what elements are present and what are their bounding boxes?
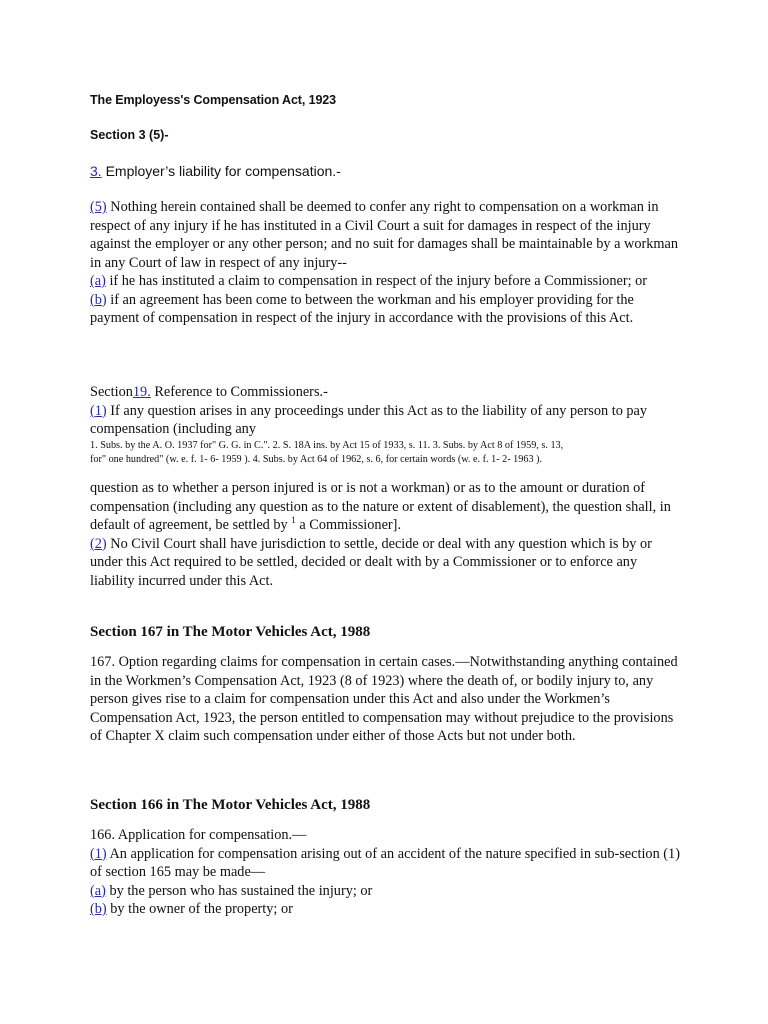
footnote-line-1: 1. Subs. by the A. O. 1937 for" G. G. in C.". 2. S. 18A ins. by Act 15 of 1933, s. 11. 3. Subs. by Act 8 of 1959, s. 13, — [90, 440, 564, 451]
section-166-a-link[interactable]: (a) — [90, 882, 106, 899]
section-166-block — [90, 826, 680, 919]
clause-5-b — [90, 291, 680, 328]
section-19-clause-2-link[interactable]: (2) — [90, 535, 107, 552]
section-19-clause-1-text: If any question arises in any proceedings under this Act as to the liability of any person to pay compensation (including any — [90, 402, 648, 437]
section-19-heading — [90, 383, 680, 402]
clause-5-b-link[interactable]: (b) — [90, 291, 107, 308]
clause-5-a — [90, 272, 680, 291]
section-3-heading — [90, 163, 341, 179]
section-heading: Section 3 (5)- — [90, 128, 169, 142]
section-166-b-link[interactable]: (b) — [90, 901, 107, 917]
section-19-continued — [90, 479, 680, 590]
section-167-heading: Section 167 in The Motor Vehicles Act, 1988 — [90, 624, 371, 640]
section-19-link[interactable]: 19. — [132, 384, 151, 400]
continuation-text: question as to whether a person injured is or is not a workman) or as to the amount or duration of compensation (including any question as to the nature or extent of disablement), the question shall, in default of agreement, be settled by — [90, 480, 671, 533]
footnote-line-2: for" one hundred" (w. e. f. 1- 6- 1959 ). 4. Subs. by Act 64 of 1962, s. 6, for certain words (w. e. f. 1- 2- 1963 ). — [90, 454, 543, 465]
section-166-clause-1-link[interactable]: (1) — [90, 845, 107, 862]
clause-5-a-text: if he has instituted a claim to compensation in respect of the injury before a Commissioner; or — [109, 273, 648, 289]
section-166-clause-b — [90, 900, 680, 919]
clause-5-text: Nothing herein contained shall be deemed to confer any right to compensation on a workman in respect of any injury if he has instituted in a Civil Court a suit for damages in respect of the injury against the employer or any other person; and no suit for damages shall be maintainable by a workman in any Court of law in respect of any injury-- — [90, 199, 678, 271]
clause-5-b-text: if an agreement has been come to between the workman and his employer providing for the payment of compensation in respect of the injury in accordance with the provisions of this Act. — [90, 291, 634, 326]
section-167-text: 167. Option regarding claims for compensation in certain cases.—Notwithstanding anything contained in the Workmen’s Compensation Act, 1923 (8 of 1923) where the death of, or bodily injury to, any person gives rise to a claim for compensation under this Act and also under the Workmen’s Compensation Act, 1923, the person entitled to compensation may without prejudice to the provisions of Chapter X claim such compensation under either of those Acts but not under both. — [90, 654, 678, 744]
section-3-link[interactable]: 3. — [90, 163, 102, 179]
clause-5-block — [90, 198, 680, 328]
continuation-end: a Commissioner]. — [299, 517, 402, 533]
section-166-a-text: by the person who has sustained the injury; or — [109, 882, 373, 899]
section-3-title: Employer’s liability for compensation.- — [105, 163, 341, 179]
section-166-clause-a — [90, 882, 680, 901]
section-19-block — [90, 383, 680, 439]
section-19-title: Reference to Commissioners.- — [154, 384, 328, 400]
section-166-b-text: by the owner of the property; or — [110, 901, 293, 917]
section-166-intro: 166. Application for compensation.— — [90, 827, 307, 843]
section-166-clause-1-text: An application for compensation arising out of an accident of the nature specified in sub-section (1) of section 165 may be made— — [90, 845, 680, 880]
section-19-clause-1-link[interactable]: (1) — [90, 402, 107, 419]
section-19-clause-2 — [90, 535, 680, 591]
section-19-prefix: Section — [90, 384, 133, 400]
footnote-ref: 1 — [291, 515, 296, 526]
clause-5 — [90, 198, 680, 272]
section-19-continuation — [90, 479, 680, 535]
section-166-clause-1 — [90, 845, 680, 882]
document-title: The Employess's Compensation Act, 1923 — [90, 93, 337, 107]
clause-5-a-link[interactable]: (a) — [90, 273, 106, 289]
section-19-clause-1 — [90, 402, 680, 439]
section-166-heading: Section 166 in The Motor Vehicles Act, 1988 — [90, 797, 371, 813]
clause-5-link[interactable]: (5) — [90, 199, 107, 215]
footnote — [90, 439, 690, 467]
section-19-clause-2-text: No Civil Court shall have jurisdiction to settle, decide or deal with any question which is by or under this Act required to be settled, decided or dealt with by a Commissioner or to enforce any liability incurred under this Act. — [90, 535, 652, 589]
